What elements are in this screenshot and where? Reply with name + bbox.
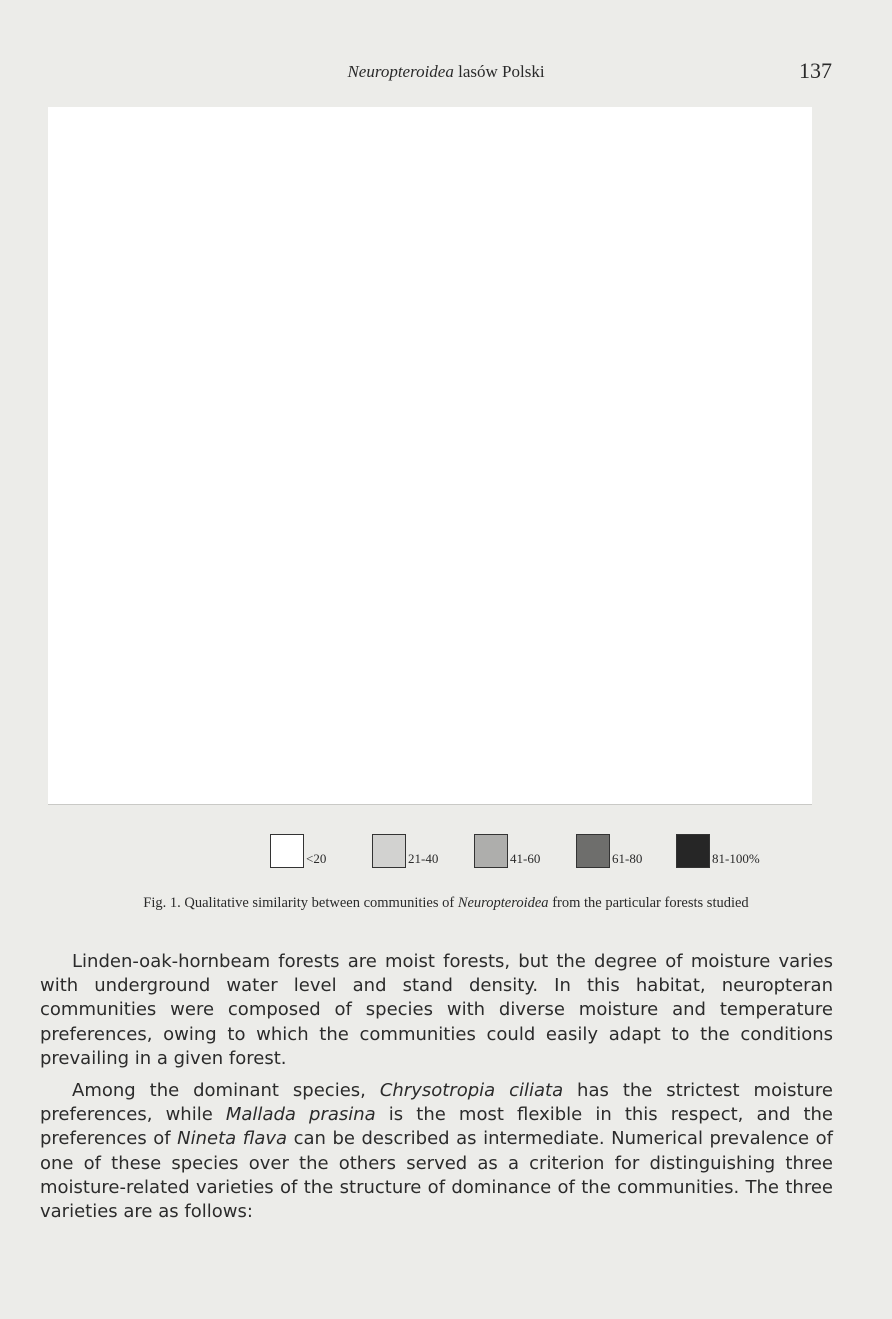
paragraph [40, 1079, 833, 1224]
paragraph [40, 950, 833, 1071]
paragraph-text: is the most flexible in this respect, and the preferences of [40, 1104, 834, 1150]
paragraph-text: Linden-oak-hornbeam forests are moist forests, but the degree of moisture varies with underground water level and stand density. In this habitat, neuropteran communities were composed of species with diverse moisture and temperature preferences, owing to which the communities could easily adapt to the conditions prevailing in a given forest. [40, 951, 833, 1069]
legend-label: 61-80 [612, 851, 643, 866]
legend-swatch [576, 834, 610, 868]
running-title-italic: Neuropteroidea [347, 62, 454, 81]
legend-label: <20 [306, 851, 327, 866]
legend-label: 81-100% [712, 851, 760, 866]
figure-legend [270, 834, 810, 874]
legend-swatch [676, 834, 710, 868]
species-name: Mallada prasina [225, 1104, 376, 1126]
legend-swatch [372, 834, 406, 868]
figure-image-area [48, 107, 812, 804]
figure-bottom-rule [48, 804, 812, 805]
paragraph-text: has the strictest moisture preferences, while [40, 1080, 834, 1126]
caption-suffix: from the particular forests studied [548, 895, 749, 911]
legend-label: 41-60 [510, 851, 541, 866]
species-name: Chrysotropia ciliata [379, 1080, 564, 1102]
legend-swatch [270, 834, 304, 868]
caption-italic: Neuropteroidea [457, 895, 549, 911]
legend-swatch [474, 834, 508, 868]
paragraph-text: can be described as intermediate. Numerical prevalence of one of these species over the others served as a criterion for distinguishing three moisture-related varieties of the structure of dominance of the communities. The three varieties are as follows: [40, 1128, 833, 1223]
body-text [40, 950, 833, 1232]
caption-prefix: Fig. 1. Qualitative similarity between communities of [143, 895, 458, 911]
paragraph-text: Among the dominant species, [72, 1080, 380, 1102]
legend-label: 21-40 [408, 851, 439, 866]
figure-caption [0, 895, 892, 912]
running-title [0, 62, 892, 82]
running-title-rest: lasów Polski [453, 62, 545, 81]
page-number: 137 [799, 58, 832, 83]
species-name: Nineta flava [177, 1128, 288, 1150]
page-header [0, 58, 892, 88]
